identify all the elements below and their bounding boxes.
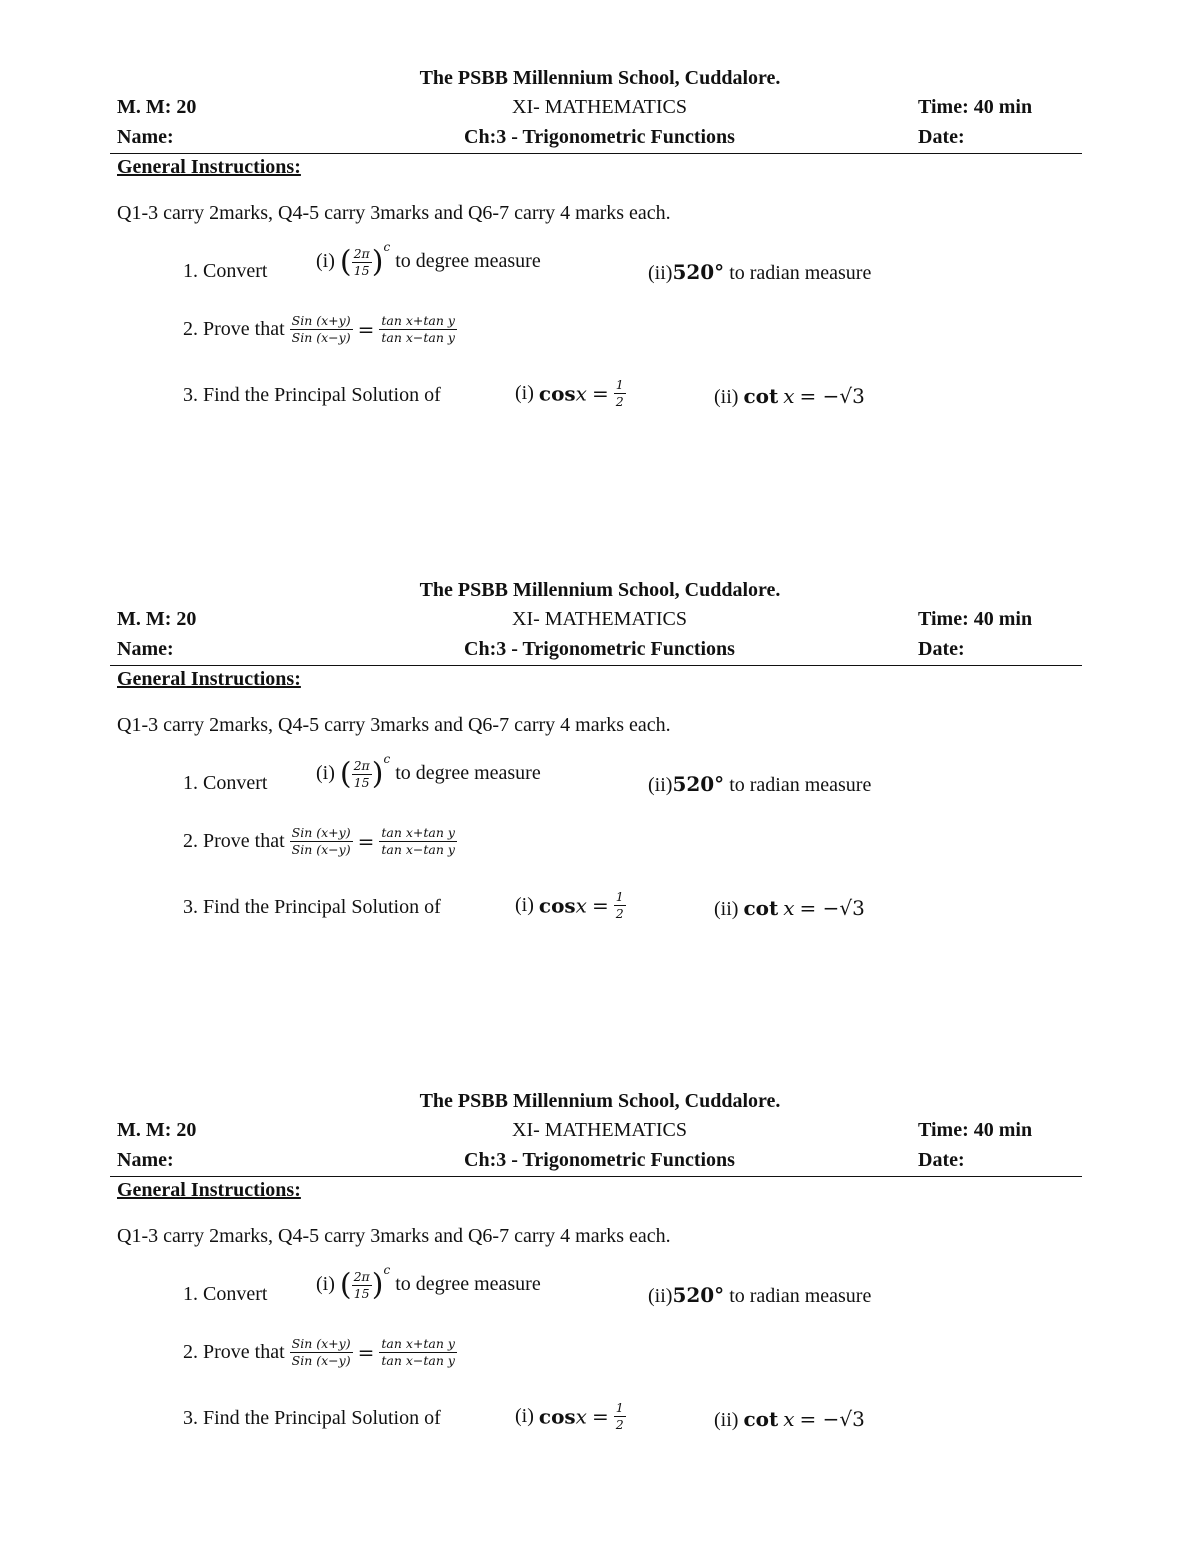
- q1-part2-label: (ii): [648, 262, 673, 284]
- school-title: The PSBB Millennium School, Cuddalore.: [419, 67, 781, 89]
- chapter: Ch:3 - Trigonometric Functions: [464, 638, 735, 660]
- q3-part2-eq: = −√3: [799, 896, 865, 920]
- close-paren: ): [371, 1267, 384, 1303]
- q3-part1-func: cos: [538, 893, 576, 918]
- q3-frac-num: 1: [615, 889, 624, 904]
- q1-frac-num: 2π: [353, 1269, 370, 1284]
- q3-frac-num: 1: [615, 377, 624, 392]
- instructions-text: Q1-3 carry 2marks, Q4-5 carry 3marks and Q6-7 carry 4 marks each.: [117, 202, 671, 224]
- instructions-heading: General Instructions:: [117, 668, 301, 690]
- q2-lhs: [290, 314, 353, 345]
- q2-lhs-den: Sin (x−y): [291, 329, 351, 345]
- q1-part1-text: to degree measure: [395, 1272, 541, 1295]
- q1-label: 1. Convert: [183, 772, 268, 794]
- q1-label: 1. Convert: [183, 260, 268, 282]
- subject: XI- MATHEMATICS: [512, 96, 687, 118]
- q3-part1-label: (i): [515, 381, 534, 404]
- q3-part2-func: cot: [743, 896, 779, 920]
- question-2: [183, 826, 457, 857]
- q2-equals: =: [357, 829, 375, 854]
- open-paren: (: [339, 1267, 352, 1303]
- q2-rhs: [379, 314, 457, 345]
- q1-superscript: c: [383, 1262, 391, 1277]
- q1-part1-text: to degree measure: [395, 761, 541, 784]
- q3-part2-eq: = −√3: [799, 384, 865, 408]
- question-3: [183, 384, 441, 407]
- q1-part1-text: to degree measure: [395, 249, 541, 272]
- q2-equals: =: [357, 1340, 375, 1365]
- q3-part-2: [714, 896, 865, 921]
- q3-part1-var: x: [575, 1404, 587, 1429]
- q3-label: 3. Find the Principal Solution of: [183, 896, 441, 918]
- q3-part2-label: (ii): [714, 898, 739, 920]
- q2-lhs: [290, 1337, 353, 1368]
- q1-part-2: [648, 260, 871, 285]
- q3-part2-label: (ii): [714, 386, 739, 408]
- q2-rhs-num: tan x+tan y: [381, 313, 455, 328]
- name-field: Name:: [117, 1149, 174, 1171]
- q3-part1-eq: =: [591, 381, 609, 406]
- time: Time: 40 min: [918, 608, 1033, 630]
- instructions-text: Q1-3 carry 2marks, Q4-5 carry 3marks and Q6-7 carry 4 marks each.: [117, 1225, 671, 1247]
- instructions-text: Q1-3 carry 2marks, Q4-5 carry 3marks and Q6-7 carry 4 marks each.: [117, 714, 671, 736]
- q3-part-1: [515, 378, 626, 409]
- q1-part-1: [316, 239, 541, 280]
- q1-frac-den: 15: [353, 1285, 370, 1301]
- q1-part-2: [648, 1283, 871, 1308]
- q3-part2-label: (ii): [714, 1409, 739, 1431]
- question-2: [183, 1337, 457, 1368]
- q3-label: 3. Find the Principal Solution of: [183, 384, 441, 406]
- test-sheet-2: [0, 512, 1200, 921]
- max-marks: M. M: 20: [117, 1119, 197, 1141]
- q2-equals: =: [357, 317, 375, 342]
- chapter: Ch:3 - Trigonometric Functions: [464, 1149, 735, 1171]
- school-title: The PSBB Millennium School, Cuddalore.: [419, 1090, 781, 1112]
- q1-part2-text: to radian measure: [729, 262, 872, 284]
- q1-part-2: [648, 772, 871, 797]
- q2-rhs-num: tan x+tan y: [381, 825, 455, 840]
- q2-label: 2. Prove that: [183, 829, 285, 852]
- q1-part2-text: to radian measure: [729, 774, 872, 796]
- q1-frac-num: 2π: [353, 758, 370, 773]
- chapter: Ch:3 - Trigonometric Functions: [464, 126, 735, 148]
- q3-part2-eq: = −√3: [799, 1407, 865, 1431]
- close-paren: ): [371, 756, 384, 792]
- q1-part2-label: (ii): [648, 1285, 673, 1307]
- q1-part2-value: 520°: [672, 1283, 725, 1307]
- date-field: Date:: [918, 126, 965, 148]
- q3-part1-fraction: [614, 1401, 626, 1432]
- q3-part1-label: (i): [515, 893, 534, 916]
- open-paren: (: [339, 756, 352, 792]
- q3-part-1: [515, 890, 626, 921]
- q3-part1-func: cos: [538, 381, 576, 406]
- q2-rhs: [379, 826, 457, 857]
- q1-frac-num: 2π: [353, 246, 370, 261]
- q3-frac-den: 2: [615, 393, 624, 409]
- test-sheet-1: [0, 0, 1200, 409]
- close-paren: ): [371, 244, 384, 280]
- q1-frac-den: 15: [353, 774, 370, 790]
- max-marks: M. M: 20: [117, 608, 197, 630]
- q1-part1-label: (i): [316, 761, 335, 784]
- q3-part-2: [714, 1407, 865, 1432]
- q3-part1-eq: =: [591, 1404, 609, 1429]
- q1-part1-label: (i): [316, 1272, 335, 1295]
- q3-part1-var: x: [575, 893, 587, 918]
- q2-lhs-num: Sin (x+y): [291, 825, 351, 840]
- question-3: [183, 896, 441, 919]
- question-3: [183, 1407, 441, 1430]
- header-divider: [110, 665, 1082, 666]
- q3-part2-var: x: [783, 896, 795, 920]
- header-divider: [110, 153, 1082, 154]
- test-sheet-3: [0, 1023, 1200, 1432]
- q2-rhs-num: tan x+tan y: [381, 1336, 455, 1351]
- q3-part1-label: (i): [515, 1404, 534, 1427]
- q3-part-1: [515, 1401, 626, 1432]
- time: Time: 40 min: [918, 96, 1033, 118]
- q3-part2-var: x: [783, 1407, 795, 1431]
- q2-lhs-num: Sin (x+y): [291, 1336, 351, 1351]
- q1-part-1: [316, 751, 541, 792]
- instructions-heading: General Instructions:: [117, 1179, 301, 1201]
- question-1: [183, 772, 267, 795]
- q3-part1-fraction: [614, 378, 626, 409]
- q1-fraction: [352, 759, 372, 790]
- school-title: The PSBB Millennium School, Cuddalore.: [419, 579, 781, 601]
- q1-frac-den: 15: [353, 262, 370, 278]
- q2-label: 2. Prove that: [183, 1340, 285, 1363]
- date-field: Date:: [918, 1149, 965, 1171]
- q3-label: 3. Find the Principal Solution of: [183, 1407, 441, 1429]
- subject: XI- MATHEMATICS: [512, 1119, 687, 1141]
- q1-part2-value: 520°: [672, 260, 725, 284]
- q2-lhs-num: Sin (x+y): [291, 313, 351, 328]
- q3-part2-var: x: [783, 384, 795, 408]
- q3-part1-var: x: [575, 381, 587, 406]
- q2-lhs-den: Sin (x−y): [291, 841, 351, 857]
- q1-part2-value: 520°: [672, 772, 725, 796]
- q2-rhs-den: tan x−tan y: [381, 1352, 455, 1368]
- q2-rhs-den: tan x−tan y: [381, 841, 455, 857]
- q1-part2-label: (ii): [648, 774, 673, 796]
- q3-frac-den: 2: [615, 1416, 624, 1432]
- q2-label: 2. Prove that: [183, 317, 285, 340]
- q3-frac-num: 1: [615, 1400, 624, 1415]
- q3-part1-func: cos: [538, 1404, 576, 1429]
- q1-fraction: [352, 247, 372, 278]
- time: Time: 40 min: [918, 1119, 1033, 1141]
- q1-part-1: [316, 1262, 541, 1303]
- instructions-heading: General Instructions:: [117, 156, 301, 178]
- q1-superscript: c: [383, 239, 391, 254]
- question-2: [183, 314, 457, 345]
- open-paren: (: [339, 244, 352, 280]
- q2-lhs-den: Sin (x−y): [291, 1352, 351, 1368]
- q1-label: 1. Convert: [183, 1283, 268, 1305]
- name-field: Name:: [117, 638, 174, 660]
- q3-frac-den: 2: [615, 905, 624, 921]
- q3-part-2: [714, 384, 865, 409]
- q3-part2-func: cot: [743, 1407, 779, 1431]
- subject: XI- MATHEMATICS: [512, 608, 687, 630]
- q1-superscript: c: [383, 751, 391, 766]
- name-field: Name:: [117, 126, 174, 148]
- q3-part2-func: cot: [743, 384, 779, 408]
- header-divider: [110, 1176, 1082, 1177]
- q1-part2-text: to radian measure: [729, 1285, 872, 1307]
- q1-part1-label: (i): [316, 249, 335, 272]
- question-1: [183, 1283, 267, 1306]
- question-1: [183, 260, 267, 283]
- date-field: Date:: [918, 638, 965, 660]
- q2-lhs: [290, 826, 353, 857]
- max-marks: M. M: 20: [117, 96, 197, 118]
- q2-rhs: [379, 1337, 457, 1368]
- q3-part1-fraction: [614, 890, 626, 921]
- q1-fraction: [352, 1270, 372, 1301]
- q2-rhs-den: tan x−tan y: [381, 329, 455, 345]
- q3-part1-eq: =: [591, 893, 609, 918]
